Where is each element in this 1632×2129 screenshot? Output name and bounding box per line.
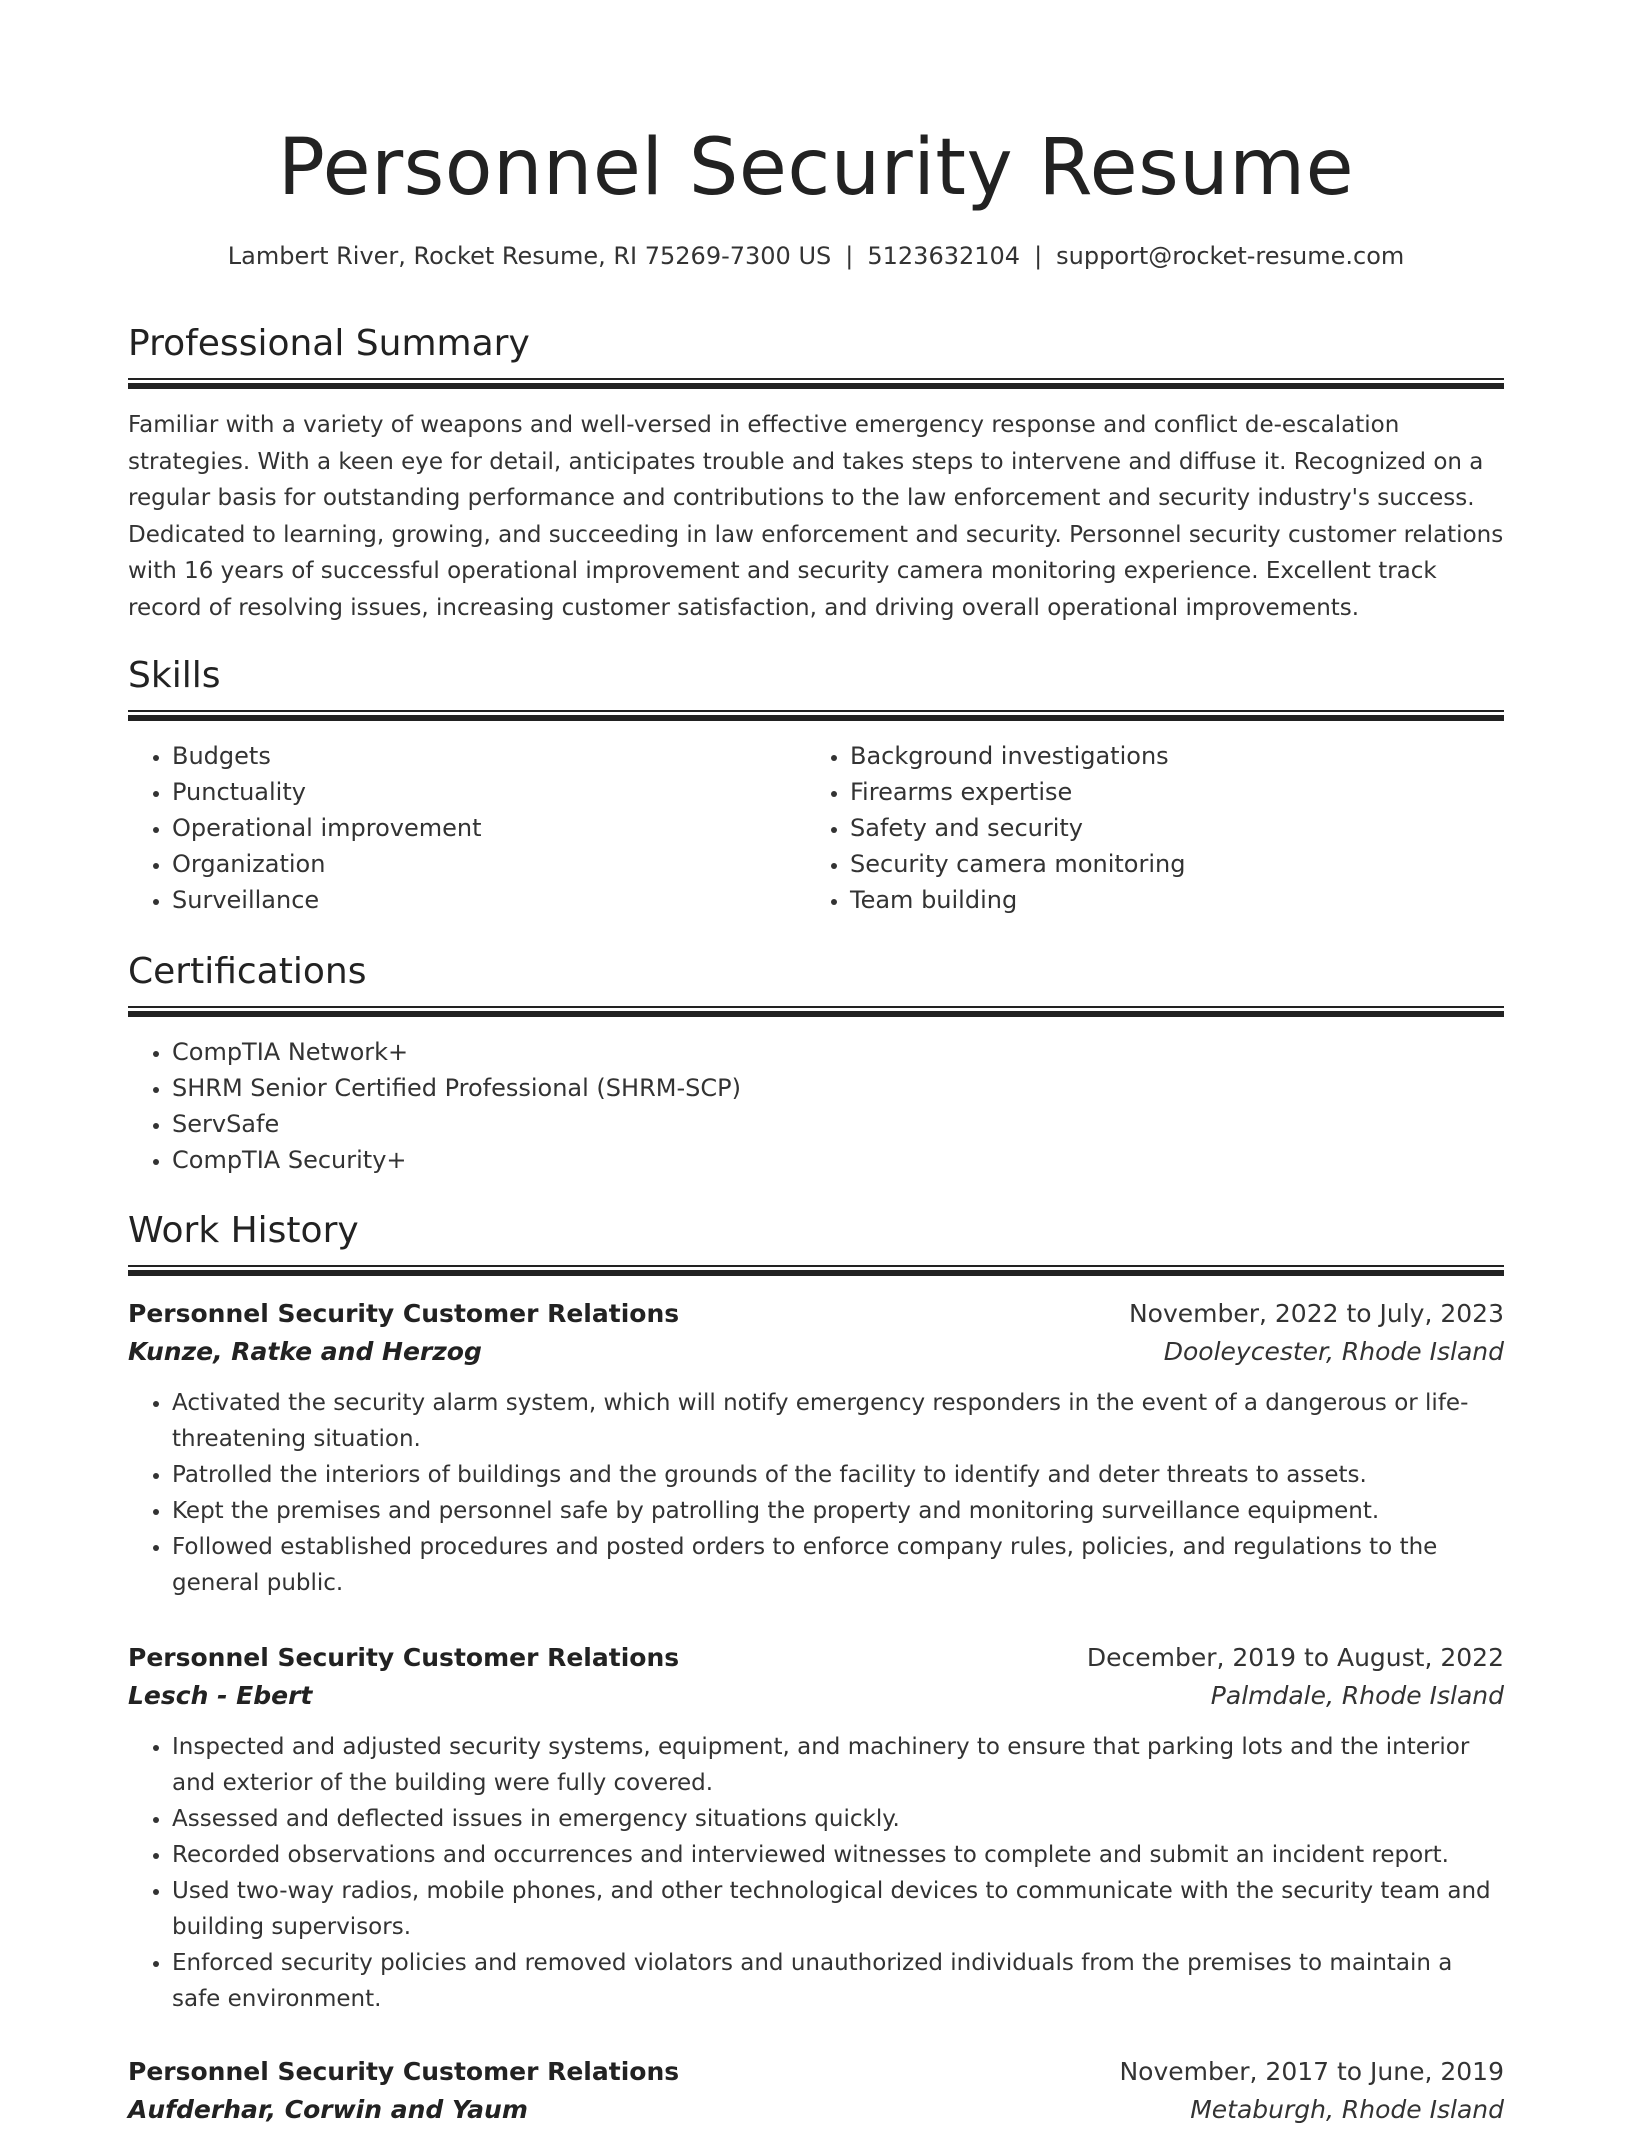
job-bullet: • Enforced security policies and removed violators and unauthorized individuals from the premises to maintain a safe environment. — [172, 1945, 1504, 2017]
skill-item: • Operational improvement — [172, 810, 792, 846]
skill-item: • Background investigations — [850, 738, 1548, 774]
job-company: Kunze, Ratke and Herzog — [128, 1337, 482, 1366]
certification-item: • ServSafe — [172, 1106, 1548, 1142]
certification-item: • SHRM Senior Certified Professional (SHRM-SCP) — [172, 1070, 1548, 1106]
job-location: Dooleycester, Rhode Island — [1163, 1337, 1504, 1366]
job-location: Palmdale, Rhode Island — [1210, 1681, 1504, 1710]
job-entry — [128, 1295, 1504, 1601]
summary-text: Familiar with a variety of weapons and well-versed in effective emergency response and conflict de-escalation strategies. With a keen eye for detail, anticipates trouble and takes steps to intervene and diffuse it. Recognized on a regular basis for outstanding performance and contributions to the law enforcement and security industry's success. Dedicated to learning, growing, and succeeding in law enforcement and security. Personnel security customer relations with 16 years of successful operational improvement and security camera monitoring experience. Excellent track record of resolving issues, increasing customer satisfaction, and driving overall operational improvements. — [128, 412, 1504, 621]
section-divider — [128, 378, 1504, 389]
section-divider — [128, 710, 1504, 721]
job-bullets — [128, 1729, 1504, 2017]
job-location: Metaburgh, Rhode Island — [1190, 2095, 1504, 2124]
job-entry — [128, 2053, 1504, 2129]
section-heading-summary: Professional Summary — [128, 323, 530, 364]
section-heading-work-history: Work History — [128, 1210, 359, 1251]
skill-item: • Organization — [172, 846, 792, 882]
job-bullet: • Recorded observations and occurrences and interviewed witnesses to complete and submit an incident report. — [172, 1837, 1504, 1873]
job-entry — [128, 1639, 1504, 2017]
section-divider — [128, 1006, 1504, 1017]
skill-item: • Security camera monitoring — [850, 846, 1548, 882]
skill-item: • Firearms expertise — [850, 774, 1548, 810]
job-dates: December, 2019 to August, 2022 — [1086, 1643, 1504, 1672]
contact-phone: 5123632104 — [867, 242, 1021, 270]
job-bullets — [128, 1385, 1504, 1601]
job-bullet: • Assessed and deflected issues in emergency situations quickly. — [172, 1801, 1504, 1837]
job-dates: November, 2017 to June, 2019 — [1119, 2057, 1504, 2086]
contact-address: Lambert River, Rocket Resume, RI 75269-7300 US — [227, 242, 832, 270]
job-bullet: • Used two-way radios, mobile phones, and other technological devices to communicate with the security team and building supervisors. — [172, 1873, 1504, 1945]
job-company: Aufderhar, Corwin and Yaum — [128, 2095, 528, 2124]
section-heading-certifications: Certifications — [128, 951, 367, 992]
contact-separator: | — [845, 242, 854, 270]
job-company: Lesch - Ebert — [128, 1681, 313, 1710]
job-dates: November, 2022 to July, 2023 — [1128, 1299, 1504, 1328]
skill-item: • Budgets — [172, 738, 792, 774]
contact-line — [128, 238, 1504, 274]
skill-item: • Surveillance — [172, 882, 792, 918]
contact-separator: | — [1034, 242, 1043, 270]
job-title: Personnel Security Customer Relations — [128, 1643, 680, 1672]
job-bullet: • Inspected and adjusted security systems, equipment, and machinery to ensure that parking lots and the interior and exterior of the building were fully covered. — [172, 1729, 1504, 1801]
skills-list-left — [128, 738, 792, 918]
certification-item: • CompTIA Network+ — [172, 1034, 1548, 1070]
contact-email: support@rocket-resume.com — [1056, 242, 1405, 270]
job-bullet: • Activated the security alarm system, which will notify emergency responders in the event of a dangerous or life-threatening situation. — [172, 1385, 1504, 1457]
job-title: Personnel Security Customer Relations — [128, 2057, 680, 2086]
skill-item: • Team building — [850, 882, 1548, 918]
job-bullet: • Kept the premises and personnel safe by patrolling the property and monitoring surveillance equipment. — [172, 1493, 1504, 1529]
certification-item: • CompTIA Security+ — [172, 1142, 1548, 1178]
section-heading-skills: Skills — [128, 655, 221, 696]
resume-title: Personnel Security Resume — [277, 123, 1355, 213]
certifications-list — [128, 1034, 1548, 1178]
skill-item: • Safety and security — [850, 810, 1548, 846]
job-title: Personnel Security Customer Relations — [128, 1299, 680, 1328]
job-bullet: • Patrolled the interiors of buildings and the grounds of the facility to identify and deter threats to assets. — [172, 1457, 1504, 1493]
job-bullet: • Followed established procedures and posted orders to enforce company rules, policies, and regulations to the general public. — [172, 1529, 1504, 1601]
skills-list-right — [806, 738, 1548, 918]
skill-item: • Punctuality — [172, 774, 792, 810]
section-divider — [128, 1265, 1504, 1276]
